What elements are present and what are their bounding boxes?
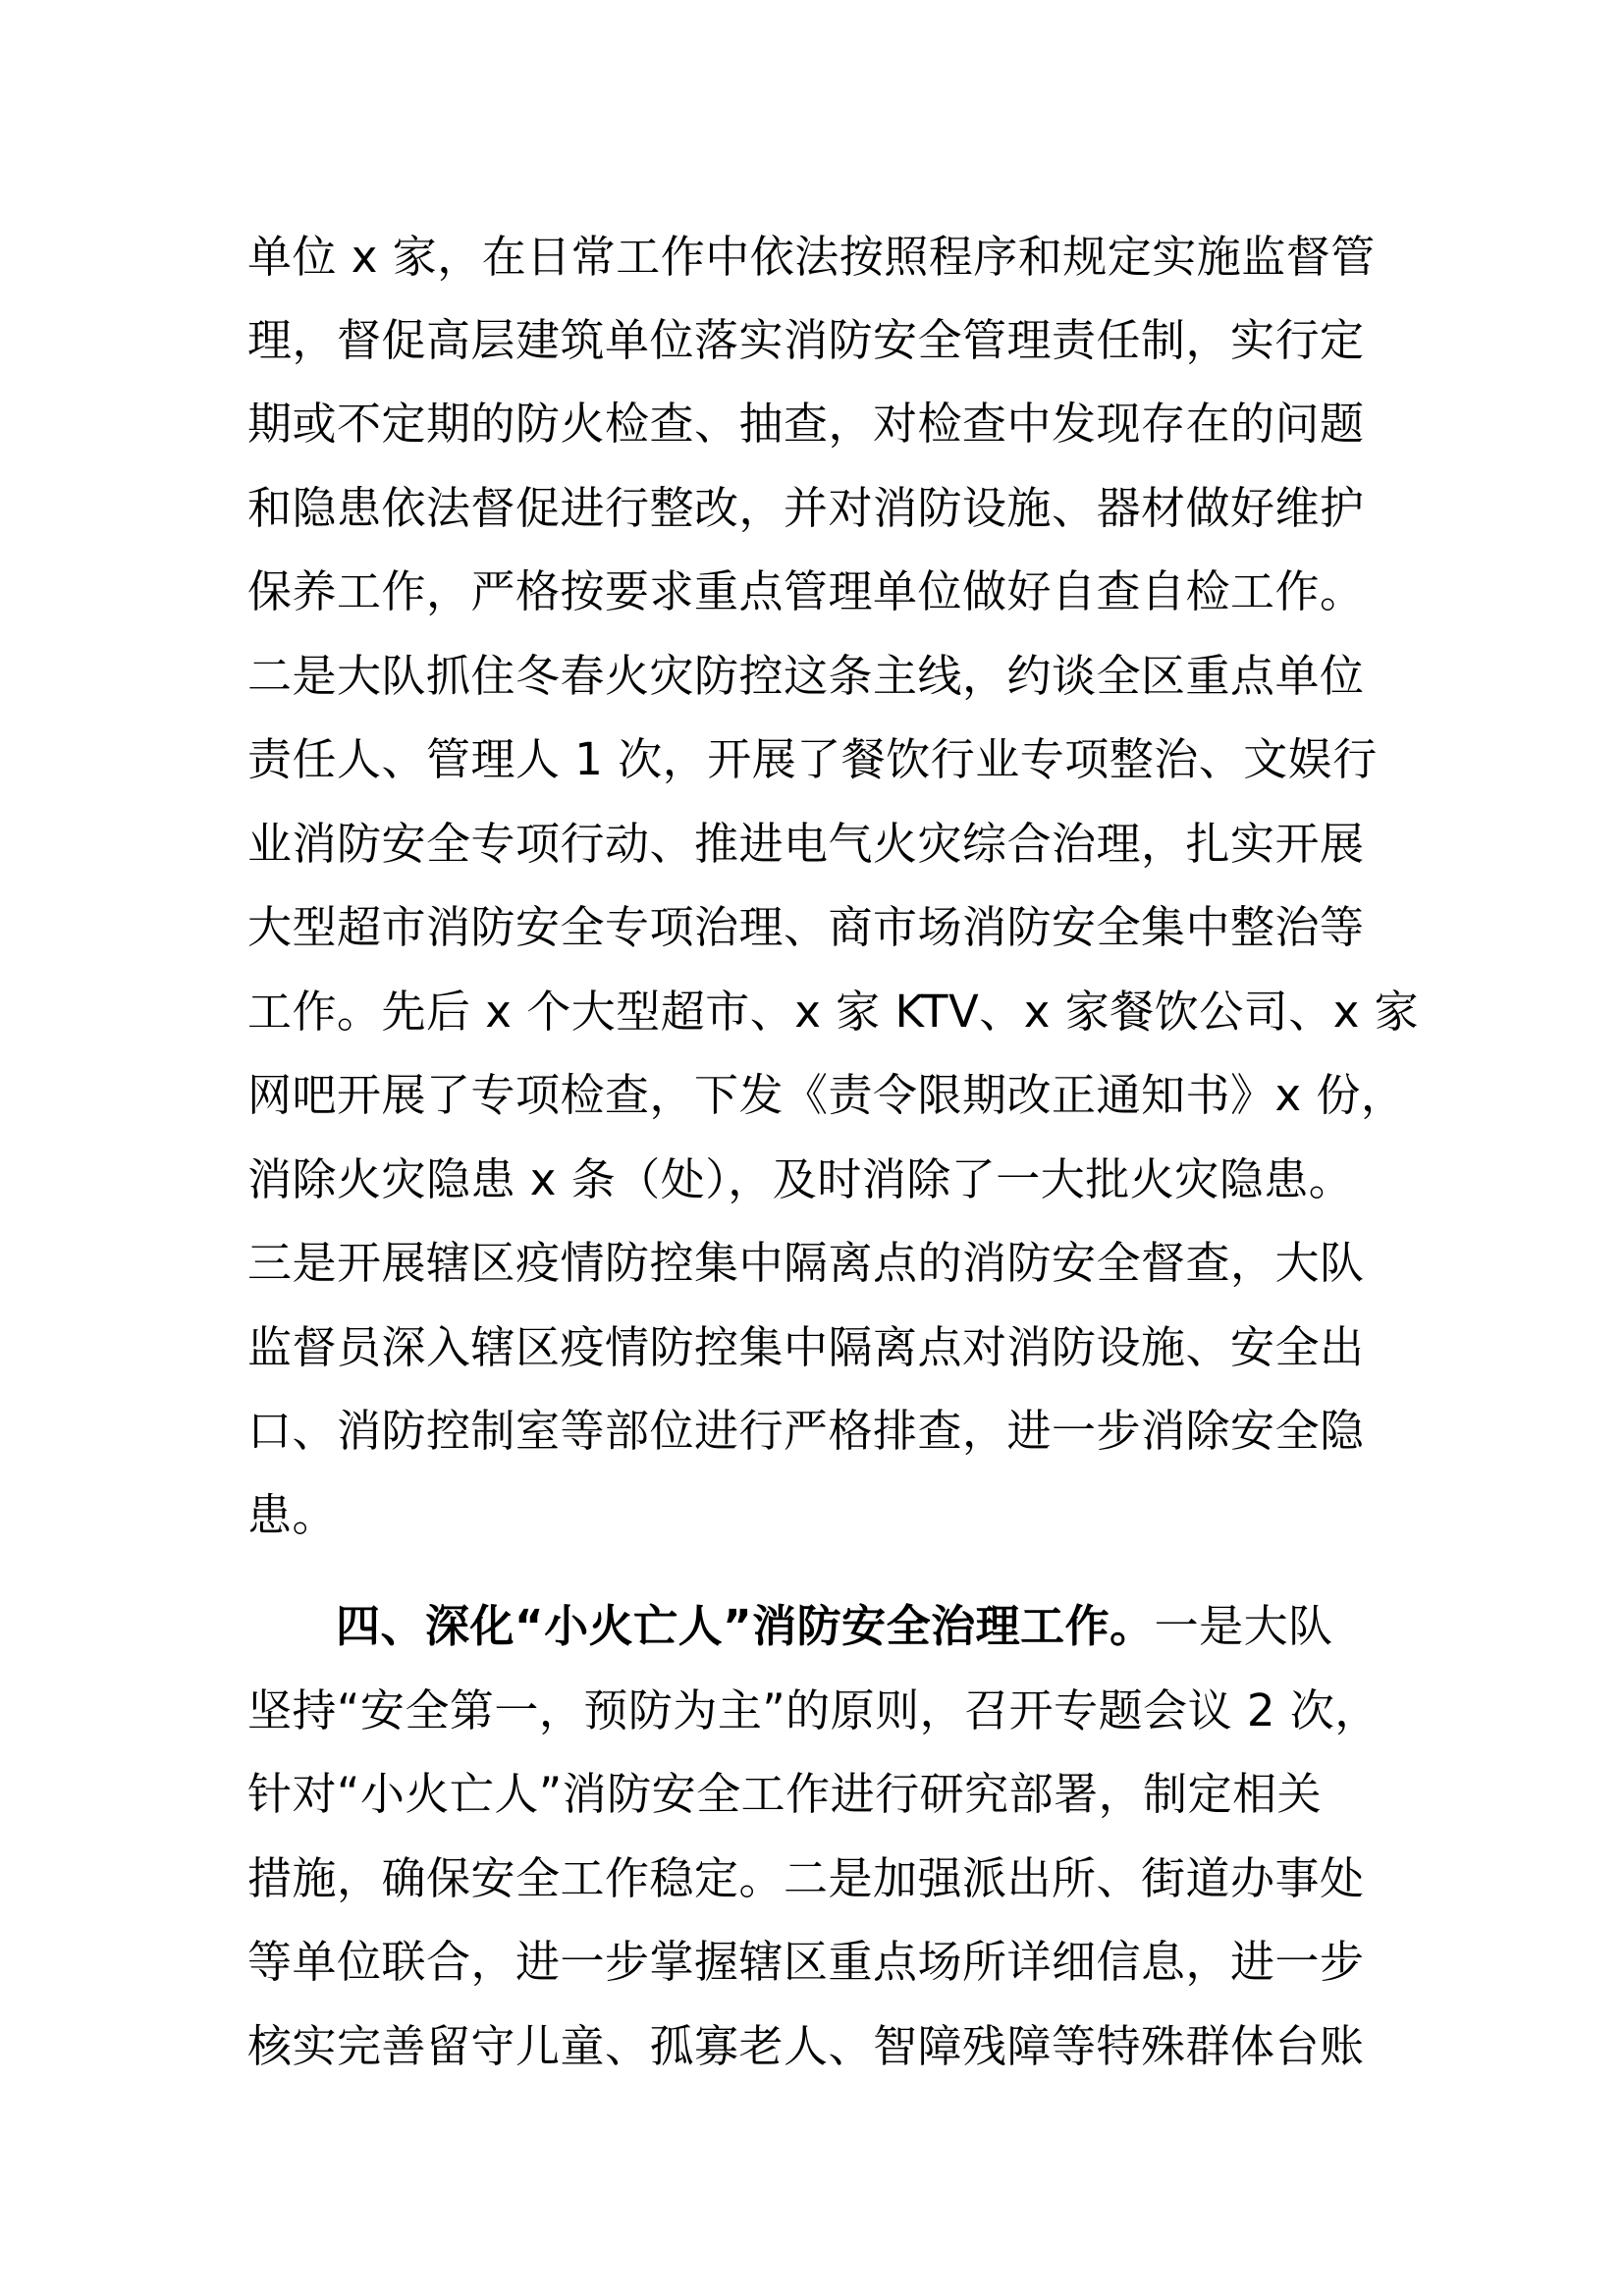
text-line: 三是开展辖区疫情防控集中隔离点的消防安全督查，大队 <box>247 1237 1365 1289</box>
text-line: 患。 <box>247 1489 338 1541</box>
text-line: 坚持“安全第一，预防为主”的原则，召开专题会议 2 次， <box>247 1684 1380 1736</box>
text-line: 等单位联合，进一步掌握辖区重点场所详细信息，进一步 <box>247 1936 1365 1988</box>
text-line: 理，督促高层建筑单位落实消防安全管理责任制，实行定 <box>247 314 1365 366</box>
text-line: 期或不定期的防火检查、抽查，对检查中发现存在的问题 <box>247 398 1365 450</box>
text-line: 大型超市消防安全专项治理、商市场消防安全集中整治等 <box>247 901 1365 953</box>
text-line: 二是大队抓住冬春火灾防控这条主线，约谈全区重点单位 <box>247 650 1365 702</box>
text-line: 责任人、管理人 1 次，开展了餐饮行业专项整治、文娱行 <box>247 733 1378 785</box>
section-heading-line <box>247 1585 1333 1668</box>
text-line: 消除火灾隐患 x 条（处），及时消除了一大批火灾隐患。 <box>247 1153 1354 1205</box>
text-line: 措施，确保安全工作稳定。二是加强派出所、街道办事处 <box>247 1852 1365 1904</box>
text-line: 监督员深入辖区疫情防控集中隔离点对消防设施、安全出 <box>247 1321 1365 1373</box>
section-heading-continuation: 一是大队 <box>1154 1600 1333 1652</box>
text-line: 单位 x 家，在日常工作中依法按照程序和规定实施监督管 <box>247 231 1376 283</box>
text-line: 业消防安全专项行动、推进电气火灾综合治理，扎实开展 <box>247 818 1365 870</box>
text-line: 针对“小火亡人”消防安全工作进行研究部署，制定相关 <box>247 1768 1323 1820</box>
section-heading: 四、深化“小火亡人”消防安全治理工作。 <box>336 1600 1155 1652</box>
text-line: 保养工作，严格按要求重点管理单位做好自查自检工作。 <box>247 565 1365 617</box>
text-line: 核实完善留守儿童、孤寡老人、智障残障等特殊群体台账 <box>247 2020 1365 2072</box>
document-body <box>247 0 1420 2296</box>
text-line: 网吧开展了专项检查，下发《责令限期改正通知书》x 份， <box>247 1069 1406 1121</box>
text-line: 口、消防控制室等部位进行严格排查，进一步消除安全隐 <box>247 1405 1365 1457</box>
text-line: 和隐患依法督促进行整改，并对消防设施、器材做好维护 <box>247 482 1365 534</box>
text-line: 工作。先后 x 个大型超市、x 家 KTV、x 家餐饮公司、x 家 <box>247 986 1420 1038</box>
